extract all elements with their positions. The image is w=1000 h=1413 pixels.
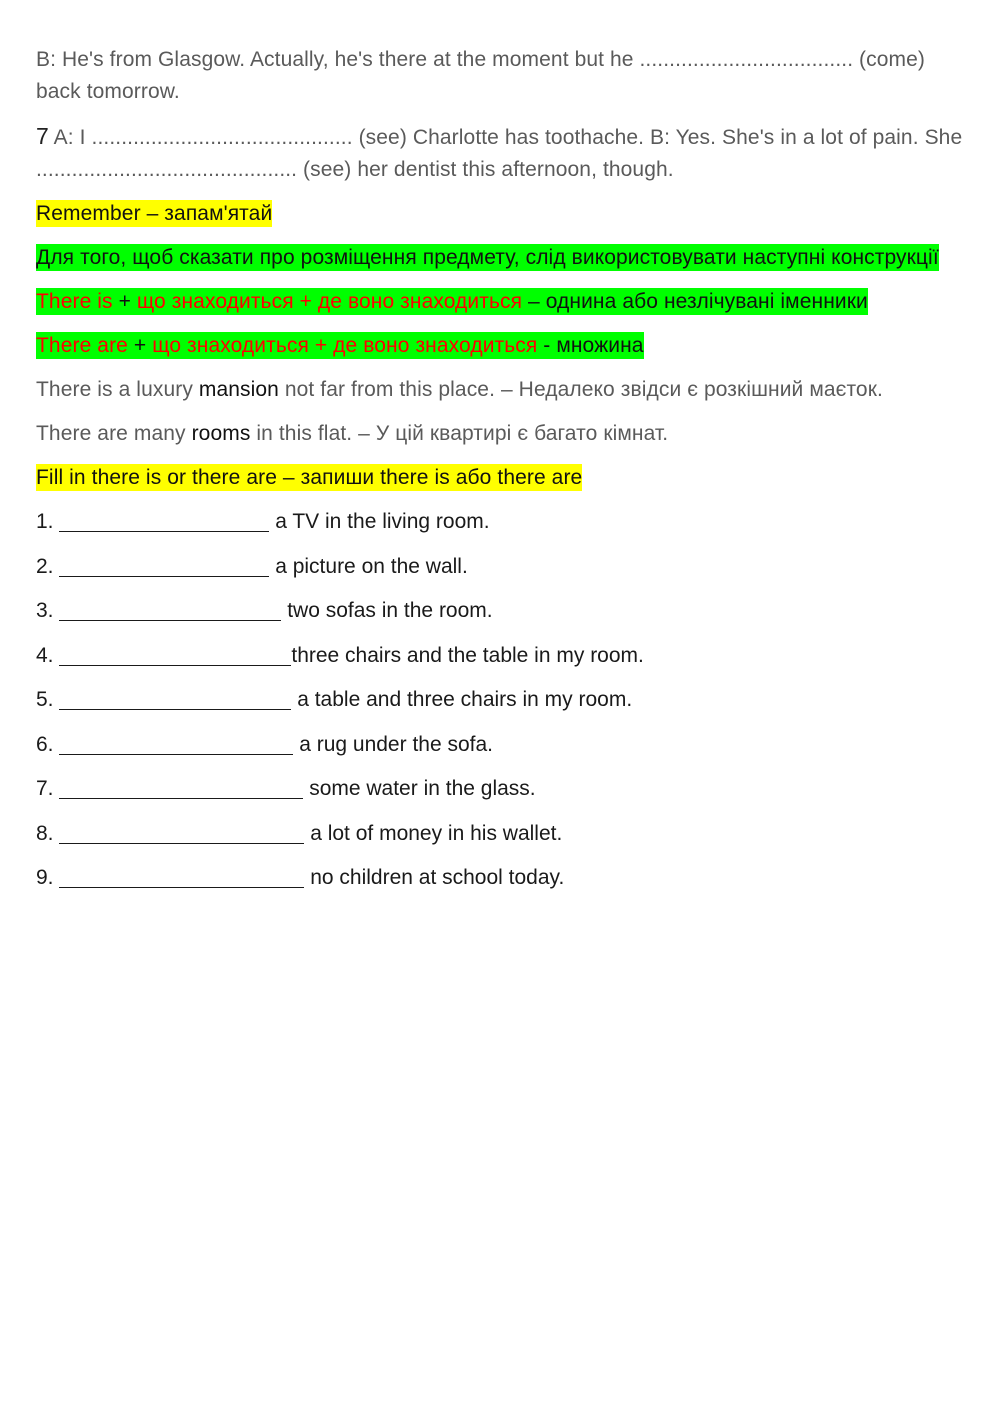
exercise-item (36, 818, 968, 850)
rule-there-is-note: – однина або незлічувані іменники (522, 290, 868, 313)
exercise-text: three chairs and the table in my room. (291, 643, 644, 667)
answer-blank[interactable] (59, 776, 303, 799)
exercise-item (36, 595, 968, 627)
exercise-item (36, 684, 968, 716)
rule-intro (36, 242, 968, 274)
exercise-list (36, 506, 968, 894)
exercise-number: 1. (36, 510, 54, 533)
exercise-number: 7. (36, 777, 54, 800)
exercise-text: a picture on the wall. (269, 554, 468, 578)
rule-there-are-highlight (36, 332, 644, 359)
example-1-start: There is a luxury (36, 378, 199, 401)
rule-plus: + (112, 290, 137, 313)
example-1-keyword: mansion (198, 378, 279, 401)
remember-label: Remember – запам'ятай (36, 202, 273, 225)
exercise-item (36, 506, 968, 538)
example-2-start: There are many (36, 422, 192, 445)
exercise-item (36, 640, 968, 672)
rule-there-is-keyword: There is (36, 290, 113, 313)
task-heading (36, 462, 968, 494)
answer-blank[interactable] (59, 509, 269, 532)
rule-there-are-note: - множина (537, 334, 644, 357)
task-instruction: Fill in there is or there are – запиши there is або there are (36, 466, 583, 489)
exercise-text: no children at school today. (304, 866, 565, 889)
example-2 (36, 418, 968, 450)
exercise-text: a table and three chairs in my room. (291, 688, 633, 711)
answer-blank[interactable] (59, 554, 269, 577)
rule-there-is-highlight (36, 288, 868, 315)
remember-heading (36, 198, 968, 230)
exercise-number: 2. (36, 554, 54, 578)
rule-there-are-pattern: що знаходиться + де воно знаходиться (152, 334, 538, 357)
exercise-number: 5. (36, 688, 54, 711)
exercise-number: 6. (36, 732, 54, 756)
rule-there-is (36, 286, 968, 318)
exercise-text: a TV in the living room. (269, 510, 490, 533)
exercise-item (36, 862, 968, 894)
exercise-text: a rug under the sofa. (293, 732, 493, 756)
exercise-7-text (36, 120, 968, 186)
answer-blank[interactable] (59, 821, 304, 844)
answer-blank[interactable] (59, 643, 291, 666)
rule-there-is-pattern: що знаходиться + де воно знаходиться (136, 290, 523, 313)
exercise-7-body: A: I ............................................ (see) Charlotte has toothache. B: Yes. She's in a lot of pain. She ............................................ (see) her dentist this afternoon, though. (36, 126, 963, 181)
example-1-end: not far from this place. – Недалеко звідси є розкішний маєток. (278, 378, 883, 401)
rule-intro-text: Для того, щоб сказати про розміщення предмету, слід використовувати наступні конструкції (36, 246, 939, 269)
example-1 (36, 374, 968, 406)
answer-blank[interactable] (59, 865, 304, 888)
rule-there-are-keyword: There are (36, 334, 128, 357)
exercise-item (36, 729, 968, 761)
exercise-number: 3. (36, 599, 54, 622)
example-2-keyword: rooms (191, 422, 251, 445)
rule-plus: + (127, 334, 153, 357)
exercise-number: 8. (36, 821, 54, 845)
exercise-item (36, 773, 968, 805)
exercise-number: 4. (36, 643, 54, 667)
example-2-end: in this flat. – У цій квартирі є багато кімнат. (250, 422, 669, 445)
answer-blank[interactable] (59, 687, 291, 710)
worksheet (36, 44, 968, 907)
exercise-7-number: 7 (36, 123, 49, 149)
exercise-number: 9. (36, 866, 54, 889)
exercise-item (36, 551, 968, 583)
rule-there-are (36, 330, 968, 362)
answer-blank[interactable] (59, 598, 281, 621)
answer-blank[interactable] (59, 732, 293, 755)
exercise-text: two sofas in the room. (281, 599, 493, 622)
exercise-6b-text: B: He's from Glasgow. Actually, he's there at the moment but he .................................... (come) back tomorrow. (36, 48, 925, 103)
exercise-text: some water in the glass. (303, 777, 536, 800)
exercise-text: a lot of money in his wallet. (304, 821, 563, 845)
